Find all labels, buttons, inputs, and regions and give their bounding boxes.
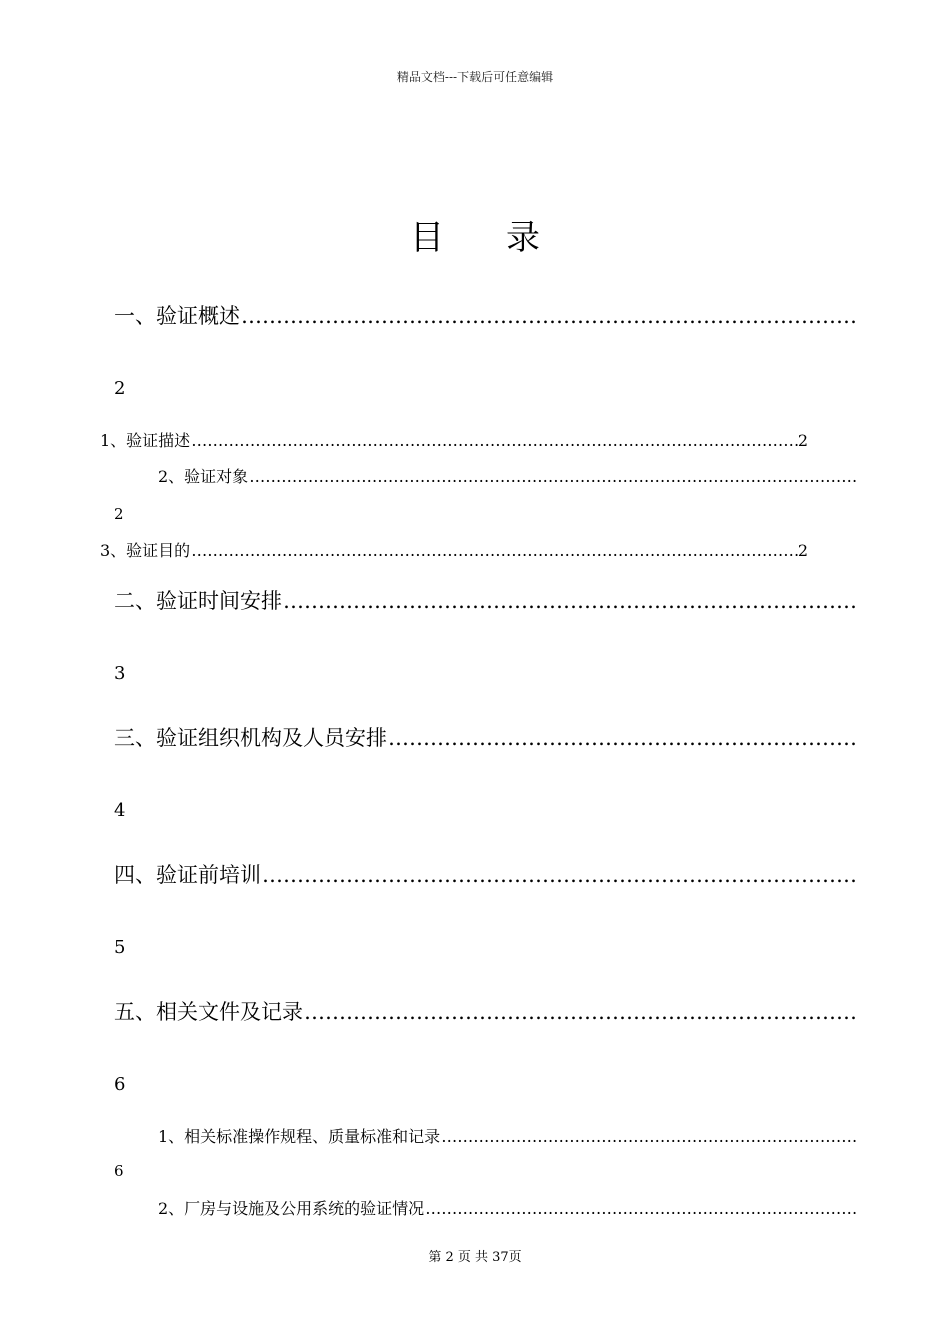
- toc-page-number: 2: [797, 431, 808, 450]
- toc-entry-label: 2、验证对象: [158, 467, 249, 486]
- toc-entry-label: 四、验证前培训: [114, 863, 261, 887]
- toc-leader-dots: [191, 541, 798, 560]
- toc-leader-dots: [304, 1000, 858, 1024]
- toc-entry-label: 二、验证时间安排: [114, 589, 282, 613]
- toc-entry-5-1[interactable]: [158, 1124, 858, 1147]
- toc-entry-5[interactable]: [114, 996, 858, 1026]
- toc-leader-dots: [425, 1199, 858, 1218]
- toc-leader-dots: [441, 1127, 858, 1146]
- toc-entry-label: 3、验证目的: [100, 541, 191, 560]
- page-header: 精品文档---下载后可任意编辑: [396, 70, 554, 84]
- page-footer: 第 2 页 共 37页: [428, 1250, 522, 1265]
- toc-entry-label: 三、验证组织机构及人员安排: [114, 726, 387, 750]
- toc-page-number: 6: [114, 1162, 124, 1180]
- toc-entry-3[interactable]: [114, 722, 858, 752]
- toc-entry-1-1[interactable]: [100, 428, 808, 451]
- toc-entry-label: 1、验证描述: [100, 431, 191, 450]
- toc-page-number: 4: [114, 800, 126, 821]
- toc-page-number: 3: [114, 663, 126, 684]
- toc-title: [0, 210, 950, 259]
- toc-page-number: 2: [797, 541, 808, 560]
- toc-entry-label: 2、厂房与设施及公用系统的验证情况: [158, 1199, 425, 1218]
- title-char-1: 目: [410, 218, 444, 258]
- toc-entry-label: 1、相关标准操作规程、质量标准和记录: [158, 1127, 441, 1146]
- toc-entry-2[interactable]: [114, 585, 858, 615]
- toc-leader-dots: [283, 589, 858, 613]
- toc-entry-1-3[interactable]: [100, 538, 808, 561]
- toc-leader-dots: [191, 431, 798, 450]
- toc-entry-4[interactable]: [114, 859, 858, 889]
- toc-leader-dots: [262, 863, 858, 887]
- toc-entry-label: 五、相关文件及记录: [114, 1000, 303, 1024]
- toc-page-number: 6: [114, 1074, 126, 1095]
- toc-leader-dots: [249, 467, 858, 486]
- toc-page-number: 2: [114, 378, 126, 399]
- toc-leader-dots: [388, 726, 858, 750]
- toc-page-number: 5: [114, 937, 126, 958]
- toc-page-number: 2: [114, 505, 124, 523]
- toc-entry-1-2[interactable]: [158, 464, 858, 487]
- toc-entry-label: 一、验证概述: [114, 304, 240, 328]
- toc-entry-1[interactable]: [114, 300, 858, 330]
- toc-entry-5-2[interactable]: [158, 1196, 858, 1219]
- toc-leader-dots: [241, 304, 858, 328]
- title-char-2: 录: [506, 218, 540, 258]
